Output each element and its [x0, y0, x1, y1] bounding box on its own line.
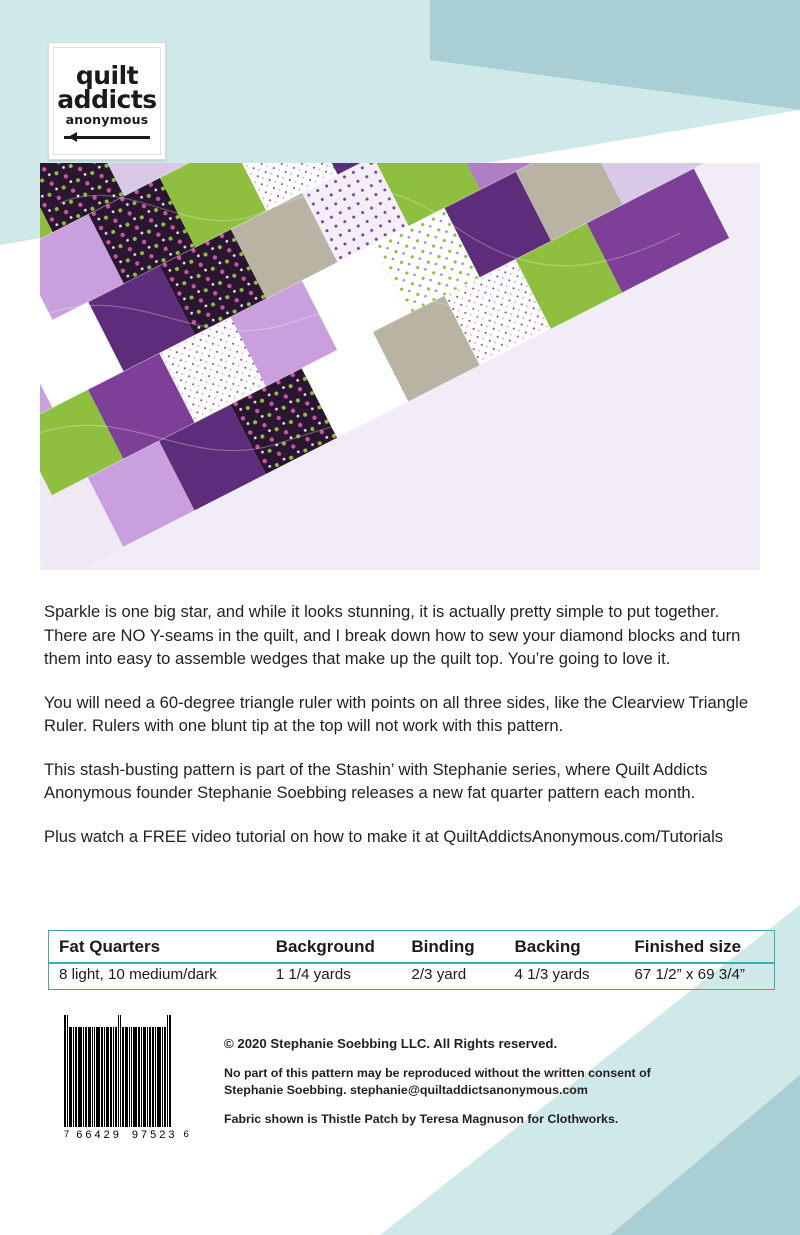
brand-logo-inner	[53, 47, 161, 155]
header-binding: Binding	[411, 937, 475, 956]
barcode-right-digits: 97523	[131, 1129, 178, 1141]
copyright-line: © 2020 Stephanie Soebbing LLC. All Rights reserved.	[224, 1036, 558, 1051]
paragraph-ruler-note: You will need a 60-degree triangle ruler with points on all three sides, like the Clearview Triangle Ruler. Rulers with one blunt tip at the top will not work with this pattern.	[44, 692, 749, 736]
paragraph-video-tutorial: Plus watch a FREE video tutorial on how to make it at QuiltAddictsAnonymous.com/Tutorials	[44, 826, 724, 846]
logo-word-addicts: addicts	[57, 85, 157, 115]
barcode-left-digits: 66429	[76, 1129, 122, 1141]
fabric-credit: Fabric shown is Thistle Patch by Teresa Magnuson for Clothworks.	[224, 1112, 619, 1127]
paragraph-intro: Sparkle is one big star, and while it looks stunning, it is actually pretty simple to put together. There are NO Y-seams in the quilt, and I break down how to sew your diamond blocks and turn them into easy to assemble wedges that make up the quilt top. You’re going to love it.	[44, 602, 741, 669]
barcode-lead-digit: 7	[64, 1129, 71, 1140]
value-fat-quarters: 8 light, 10 medium/dark	[59, 965, 217, 983]
value-finished-size: 67 1/2” x 69 3/4”	[634, 965, 745, 983]
quilt-photo	[40, 163, 760, 570]
table-value-row	[49, 964, 774, 989]
value-binding: 2/3 yard	[411, 965, 467, 983]
header-backing: Backing	[514, 937, 581, 956]
value-background: 1 1/4 yards	[275, 965, 351, 983]
fabric-requirements-table	[48, 930, 775, 990]
legal-text	[224, 1036, 664, 1126]
reproduction-notice: No part of this pattern may be reproduced without the written consent of Stephanie Soebbing. stephanie@quiltaddictsanonymous.com	[224, 1066, 651, 1097]
logo-word-anonymous: anonymous	[65, 111, 149, 127]
header-fat-quarters: Fat Quarters	[59, 937, 161, 956]
header-finished-size: Finished size	[634, 937, 742, 956]
paragraph-series-note: This stash-busting pattern is part of the Stashin’ with Stephanie series, where Quilt Addicts Anonymous founder Stephanie Soebbing releases a new fat quarter pattern each month.	[44, 759, 708, 803]
barcode-trail-digit: 6	[183, 1129, 190, 1140]
barcode-digits	[64, 1129, 214, 1141]
value-backing: 4 1/3 yards	[514, 965, 590, 983]
brand-logo	[48, 42, 166, 160]
description-text	[44, 600, 759, 869]
logo-word-quilt: quilt	[75, 61, 139, 91]
header-background: Background	[275, 937, 375, 956]
ruler-icon	[64, 132, 150, 142]
table-header-row	[49, 931, 774, 962]
barcode	[64, 1015, 214, 1141]
barcode-bars	[64, 1015, 204, 1127]
